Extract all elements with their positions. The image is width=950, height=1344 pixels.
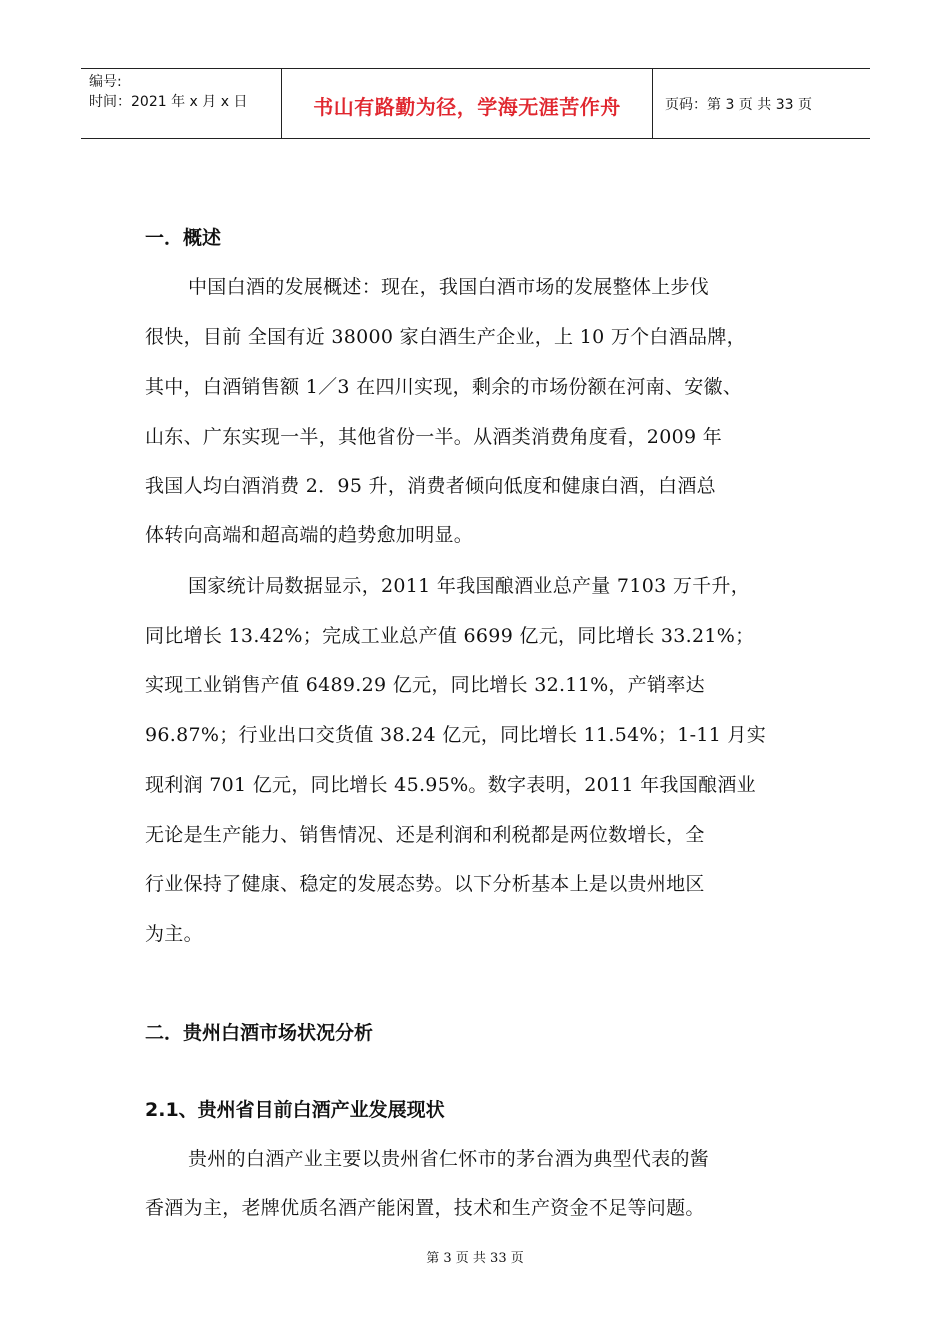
paragraph-line: 实现工业销售产值 6489.29 亿元，同比增长 32.11%，产销率达 — [145, 674, 705, 696]
paragraph-line: 现利润 701 亿元，同比增长 45.95%。数字表明，2011 年我国酿酒业 — [145, 774, 756, 796]
page-footer: 第 3 页 共 33 页 — [426, 1251, 524, 1266]
paragraph-line: 香酒为主，老牌优质名酒产能闲置，技术和生产资金不足等问题。 — [145, 1197, 705, 1219]
section-heading-guizhou-market: 二．贵州白酒市场状况分析 — [145, 1022, 374, 1044]
header-motto-cell — [282, 69, 653, 138]
paragraph-line: 国家统计局数据显示，2011 年我国酿酒业总产量 7103 万千升， — [188, 575, 751, 597]
paragraph-line: 无论是生产能力、销售情况、还是利润和利税都是两位数增长，全 — [145, 824, 705, 846]
paragraph-line: 体转向高端和超高端的趋势愈加明显。 — [145, 524, 474, 546]
paragraph-line: 96.87%；行业出口交货值 38.24 亿元，同比增长 11.54%；1-11 月实 — [145, 724, 767, 746]
paragraph-line: 行业保持了健康、稳定的发展态势。以下分析基本上是以贵州地区 — [145, 873, 705, 895]
paragraph-line: 其中，白酒销售额 1／3 在四川实现，剩余的市场份额在河南、安徽、 — [145, 376, 743, 398]
header-meta-cell — [81, 69, 282, 138]
paragraph-line: 贵州的白酒产业主要以贵州省仁怀市的茅台酒为典型代表的酱 — [188, 1148, 710, 1170]
document-number-label: 编号: — [89, 74, 122, 90]
header-page-cell — [653, 69, 870, 138]
page-header — [81, 68, 870, 139]
subsection-heading-industry-status: 2.1、贵州省目前白酒产业发展现状 — [145, 1099, 445, 1121]
paragraph-line: 为主。 — [145, 923, 203, 945]
document-date-label: 时间：2021 年 x 月 x 日 — [89, 94, 248, 110]
paragraph-line: 我国人均白酒消费 2．95 升，消费者倾向低度和健康白酒，白酒总 — [145, 475, 716, 497]
header-page-info: 页码：第 3 页 共 33 页 — [665, 97, 812, 113]
paragraph-line: 山东、广东实现一半，其他省份一半。从酒类消费角度看，2009 年 — [145, 426, 722, 448]
paragraph-line: 很快，目前 全国有近 38000 家白酒生产企业，上 10 万个白酒品牌， — [145, 326, 746, 348]
paragraph-line: 中国白酒的发展概述：现在，我国白酒市场的发展整体上步伐 — [188, 276, 710, 298]
paragraph-line: 同比增长 13.42%；完成工业总产值 6699 亿元，同比增长 33.21%； — [145, 625, 755, 647]
section-heading-overview: 一．概述 — [145, 227, 222, 249]
header-motto: 书山有路勤为径，学海无涯苦作舟 — [313, 95, 621, 119]
